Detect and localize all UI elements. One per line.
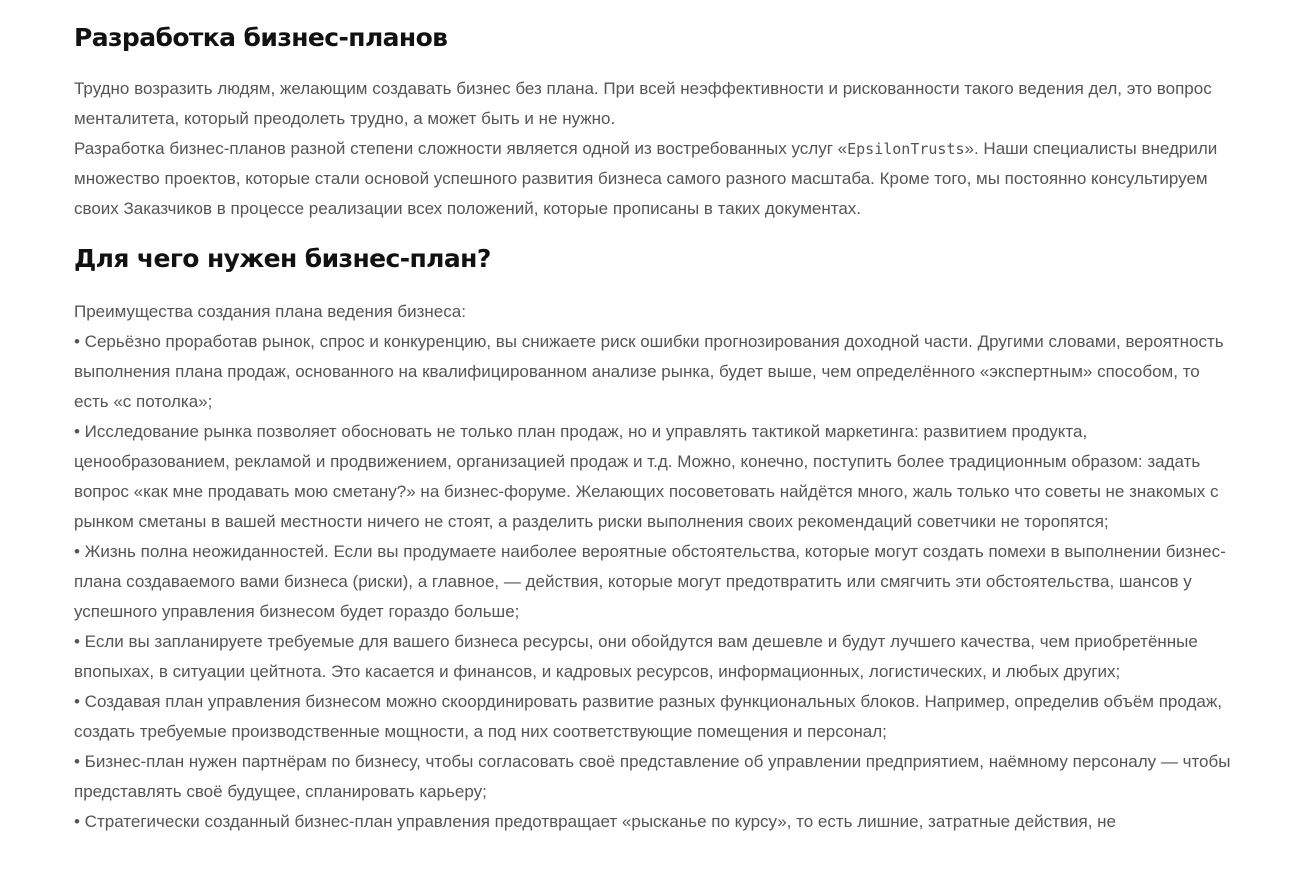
list-item: • Жизнь полна неожиданностей. Если вы продумаете наиболее вероятные обстоятельства, которые могут создать помехи в выполнении бизнес-плана создаваемого вами бизнеса (риски), а главное, — действия, которые могут предотвратить или смягчить эти обстоятельства, шансов у успешного управления бизнесом будет гораздо больше;: [74, 542, 1226, 621]
list-item: • Стратегически созданный бизнес-план управления предотвращает «рысканье по курсу», то есть лишние, затратные действия, не: [74, 812, 1116, 831]
section2-body: [74, 297, 1239, 837]
section1-paragraph-2: [74, 134, 1234, 224]
list-item: • Если вы запланируете требуемые для вашего бизнеса ресурсы, они обойдутся вам дешевле и будут лучшего качества, чем приобретённые впопыхах, в ситуации цейтнота. Это касается и финансов, и кадровых ресурсов, информационных, логистических, и любых других;: [74, 632, 1198, 681]
brand-name: EpsilonTrusts: [847, 140, 965, 158]
section1-paragraph-1: Трудно возразить людям, желающим создавать бизнес без плана. При всей неэффективности и рискованности такого ведения дел, это вопрос менталитета, который преодолеть трудно, а может быть и не нужно.: [74, 79, 1212, 128]
list-item: • Создавая план управления бизнесом можно скоординировать развитие разных функциональных блоков. Например, определив объём продаж, создать требуемые производственные мощности, а под них соответствующие помещения и персонал;: [74, 692, 1222, 741]
p2-text-before: Разработка бизнес-планов разной степени сложности является одной из востребованных услуг «: [74, 139, 848, 158]
section2-intro: Преимущества создания плана ведения бизнеса:: [74, 302, 466, 321]
section-title-why-business-plan: Для чего нужен бизнес-план?: [74, 244, 491, 273]
list-item: • Серьёзно проработав рынок, спрос и конкуренцию, вы снижаете риск ошибки прогнозирования доходной части. Другими словами, вероятность выполнения плана продаж, основанного на квалифицированном анализе рынка, будет выше, чем определённого «экспертным» способом, то есть «с потолка»;: [74, 332, 1224, 411]
section1-body: [74, 74, 1234, 224]
list-item: • Исследование рынка позволяет обосновать не только план продаж, но и управлять тактикой маркетинга: развитием продукта, ценообразованием, рекламой и продвижением, организацией продаж и т.д. Можно, конечно, поступить более традиционным образом: задать вопрос «как мне продавать мою сметану?» на бизнес-форуме. Желающих посоветовать найдётся много, жаль только что советы не знакомых с рынком сметаны в вашей местности ничего не стоят, а разделить риски выполнения своих рекомендаций советчики не торопятся;: [74, 422, 1219, 531]
section-title-business-plans: Разработка бизнес-планов: [74, 23, 448, 52]
list-item: • Бизнес-план нужен партнёрам по бизнесу, чтобы согласовать своё представление об управлении предприятием, наёмному персоналу — чтобы представлять своё будущее, спланировать карьеру;: [74, 752, 1231, 801]
p2-text-after: ». Наши специалисты внедрили множество проектов, которые стали основой успешного развития бизнеса самого разного масштаба. Кроме того, мы постоянно консультируем своих Заказчиков в процессе реализации всех положений, которые прописаны в таких документах.: [74, 139, 1218, 218]
